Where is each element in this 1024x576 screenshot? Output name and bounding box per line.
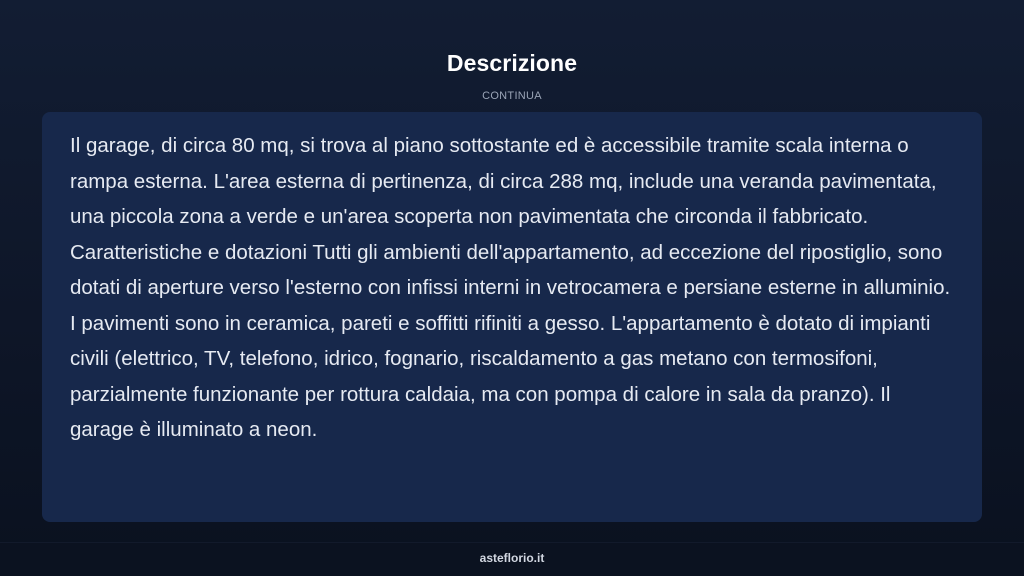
description-text: Il garage, di circa 80 mq, si trova al piano sottostante ed è accessibile tramite scala interna o rampa esterna. L'area esterna di pertinenza, di circa 288 mq, include una veranda pavimentata, una piccola zona a verde e un'area scoperta non pavimentata che circonda il fabbricato. Caratteristiche e dotazioni Tutti gli ambienti dell'appartamento, ad eccezione del ripostiglio, sono dotati di aperture verso l'esterno con infissi interni in vetrocamera e persiane esterne in alluminio. I pavimenti sono in ceramica, pareti e soffitti rifiniti a gesso. L'appartamento è dotato di impianti civili (elettrico, TV, telefono, idrico, fognario, riscaldamento a gas metano con termosifoni, parzialmente funzionante per rottura caldaia, ma con pompa di calore in sala da pranzo). Il garage è illuminato a neon.	[70, 134, 951, 441]
continue-label: CONTINUA	[482, 90, 542, 102]
footer-bar	[0, 542, 1024, 576]
site-name: asteflorio.it	[479, 551, 545, 565]
description-card	[42, 112, 982, 522]
page-title: Descrizione	[446, 50, 578, 76]
